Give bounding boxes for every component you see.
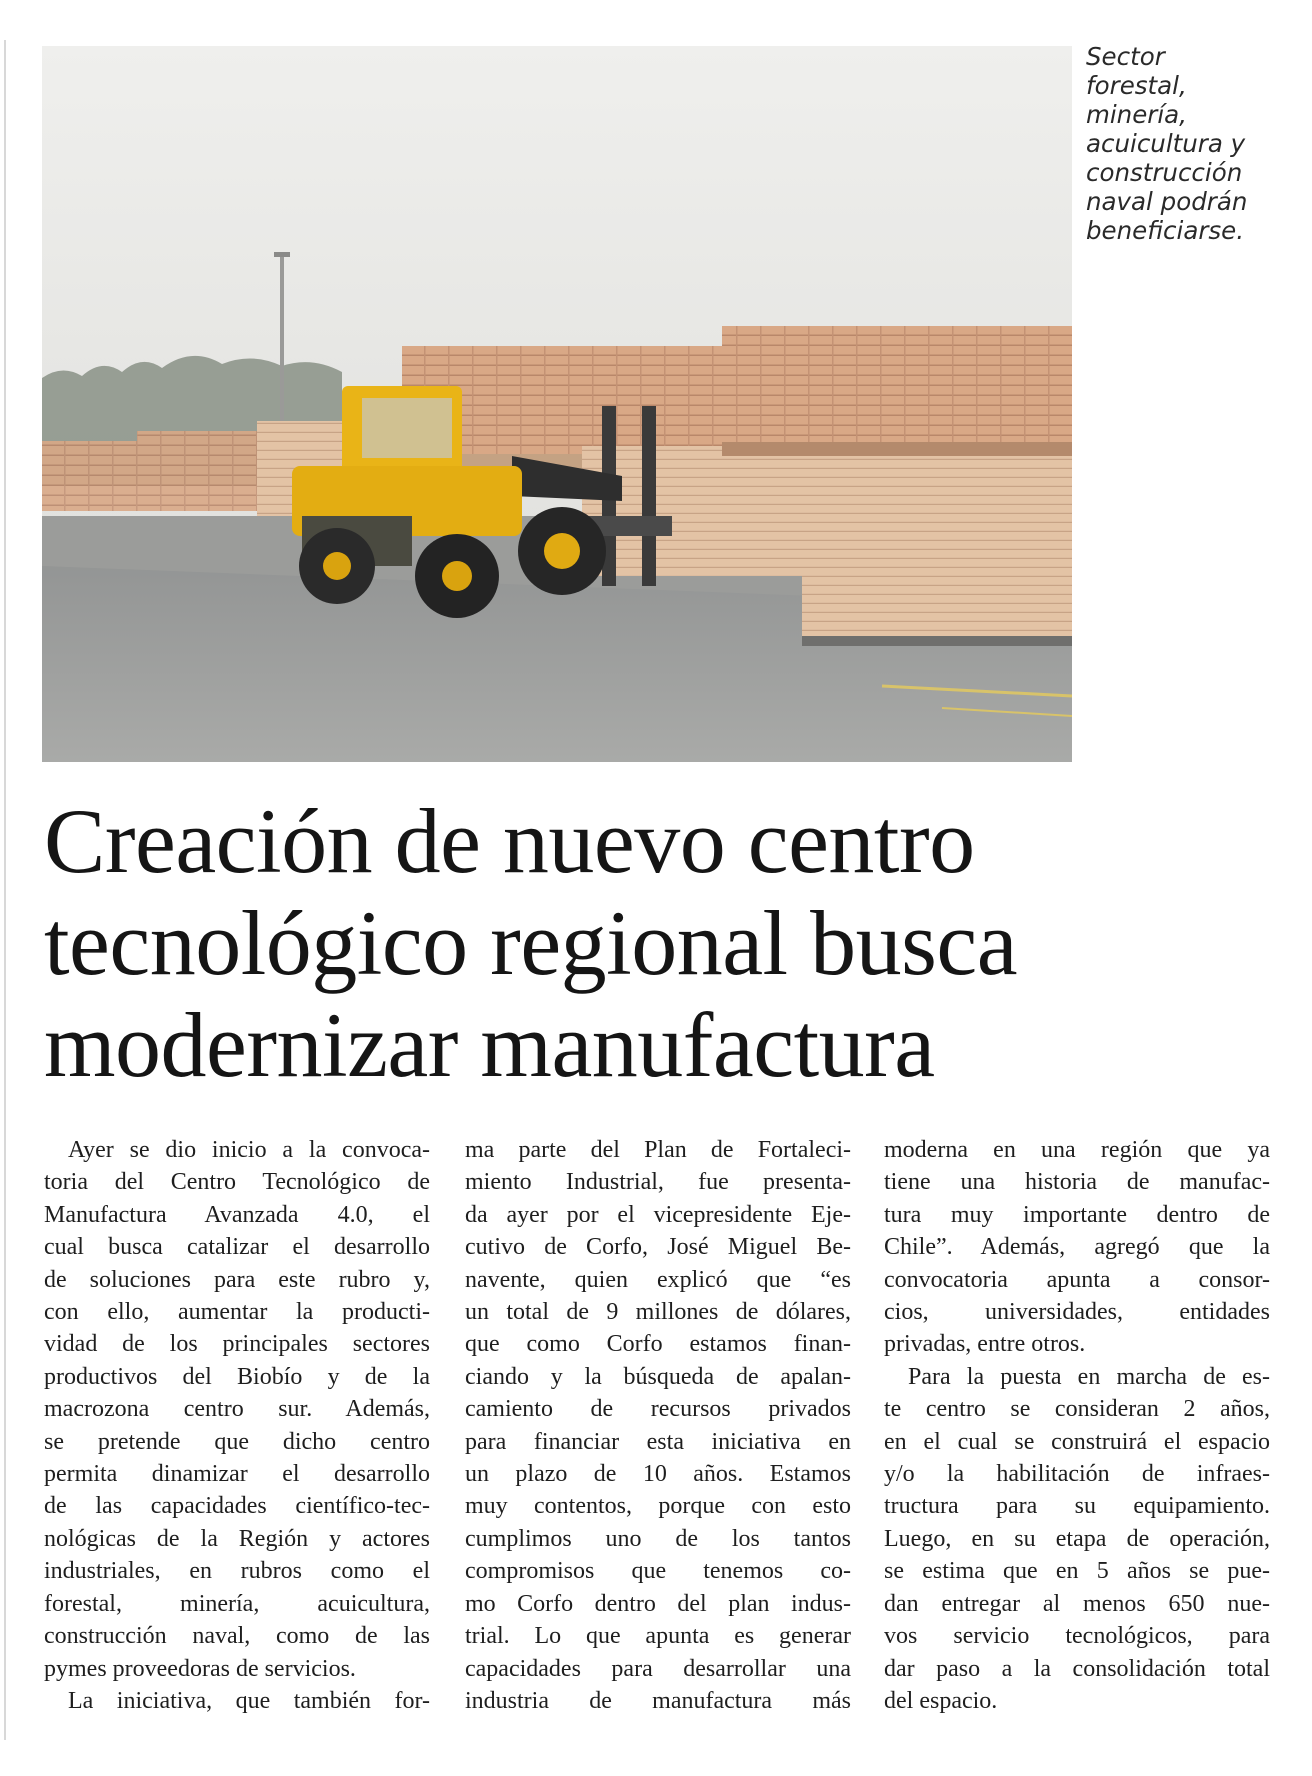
- body-line: forestal, minería, acuicultura,: [44, 1590, 430, 1617]
- caption-line: construcción: [1086, 158, 1243, 187]
- headline-line: Creación de nuevo centro: [44, 790, 975, 892]
- body-line: Chile”. Además, agregó que la: [884, 1234, 1270, 1261]
- body-line: del espacio.: [884, 1687, 998, 1714]
- body-line: se pretende que dicho centro: [44, 1428, 430, 1455]
- body-line: un total de 9 millones de dólares,: [465, 1299, 851, 1326]
- body-line: cutivo de Corfo, José Miguel Be-: [465, 1234, 851, 1261]
- body-column-1: [44, 1134, 430, 1717]
- body-line: en el cual se construirá el espacio: [884, 1428, 1270, 1455]
- caption-line: minería,: [1086, 100, 1187, 129]
- headline-line: modernizar manufactura: [44, 994, 935, 1096]
- body-line: moderna en una región que ya: [884, 1137, 1270, 1163]
- body-line: muy contentos, porque con esto: [465, 1493, 851, 1520]
- body-line: te centro se consideran 2 años,: [884, 1396, 1270, 1423]
- body-line: tructura para su equipamiento.: [884, 1493, 1270, 1520]
- body-line: camiento de recursos privados: [465, 1396, 851, 1423]
- caption-line: acuicultura y: [1086, 129, 1246, 158]
- body-line: para financiar esta iniciativa en: [465, 1428, 851, 1455]
- body-line: pymes proveedoras de servicios.: [44, 1655, 356, 1682]
- body-line: macrozona centro sur. Además,: [44, 1396, 430, 1423]
- body-line: de las capacidades científico-tec-: [44, 1493, 430, 1520]
- body-line: toria del Centro Tecnológico de: [44, 1169, 430, 1196]
- body-line: dan entregar al menos 650 nue-: [884, 1590, 1270, 1617]
- body-line: tura muy importante dentro de: [884, 1201, 1270, 1228]
- body-line: capacidades para desarrollar una: [465, 1655, 851, 1682]
- article-headline: [44, 790, 1294, 1096]
- body-line: un plazo de 10 años. Estamos: [465, 1461, 851, 1488]
- body-line: tiene una historia de manufac-: [884, 1169, 1270, 1196]
- body-line: productivos del Biobío y de la: [44, 1363, 430, 1390]
- body-line: navente, quien explicó que “es: [465, 1266, 851, 1293]
- body-line: cios, universidades, entidades: [884, 1299, 1270, 1326]
- body-line: y/o la habilitación de infraes-: [884, 1461, 1270, 1488]
- body-line: miento Industrial, fue presenta-: [465, 1169, 851, 1196]
- body-line: da ayer por el vicepresidente Eje-: [465, 1201, 851, 1228]
- caption-line: naval podrán: [1086, 187, 1248, 216]
- body-line: permita dinamizar el desarrollo: [44, 1461, 430, 1488]
- body-line: industria de manufactura más: [465, 1687, 851, 1714]
- body-line: Ayer se dio inicio a la convoca-: [68, 1137, 430, 1163]
- photo-caption: [1086, 42, 1286, 245]
- body-line: construcción naval, como de las: [44, 1623, 430, 1650]
- body-line: cual busca catalizar el desarrollo: [44, 1234, 430, 1261]
- body-line: trial. Lo que apunta es generar: [465, 1623, 851, 1650]
- body-line: Luego, en su etapa de operación,: [884, 1525, 1270, 1552]
- body-line: se estima que en 5 años se pue-: [884, 1558, 1270, 1585]
- lumber-yard-image: [42, 46, 1072, 762]
- caption-line: forestal,: [1086, 71, 1187, 100]
- body-line: industriales, en rubros como el: [44, 1558, 430, 1585]
- body-line: privadas, entre otros.: [884, 1331, 1086, 1358]
- body-column-3: [884, 1134, 1270, 1717]
- body-line: vidad de los principales sectores: [44, 1331, 430, 1358]
- article-photo: [42, 46, 1072, 762]
- body-line: mo Corfo dentro del plan indus-: [465, 1590, 851, 1617]
- body-line: cumplimos uno de los tantos: [465, 1525, 851, 1552]
- body-line: Manufactura Avanzada 4.0, el: [44, 1201, 430, 1228]
- body-line: nológicas de la Región y actores: [44, 1525, 430, 1552]
- body-line: ciando y la búsqueda de apalan-: [465, 1363, 851, 1390]
- body-line: con ello, aumentar la producti-: [44, 1299, 430, 1326]
- headline-line: tecnológico regional busca: [44, 892, 1018, 994]
- caption-line: Sector: [1086, 42, 1165, 71]
- body-line: dar paso a la consolidación total: [884, 1655, 1270, 1682]
- body-line: compromisos que tenemos co-: [465, 1558, 851, 1585]
- body-line: de soluciones para este rubro y,: [44, 1266, 430, 1293]
- body-line: convocatoria apunta a consor-: [884, 1266, 1270, 1293]
- page-edge-rule: [4, 40, 6, 1740]
- body-line: ma parte del Plan de Fortaleci-: [465, 1137, 851, 1163]
- body-line: La iniciativa, que también for-: [68, 1687, 430, 1714]
- caption-line: beneficiarse.: [1086, 216, 1245, 245]
- body-line: que como Corfo estamos finan-: [465, 1331, 851, 1358]
- body-column-2: [465, 1134, 851, 1717]
- body-line: vos servicio tecnológicos, para: [884, 1623, 1270, 1650]
- body-line: Para la puesta en marcha de es-: [908, 1363, 1270, 1390]
